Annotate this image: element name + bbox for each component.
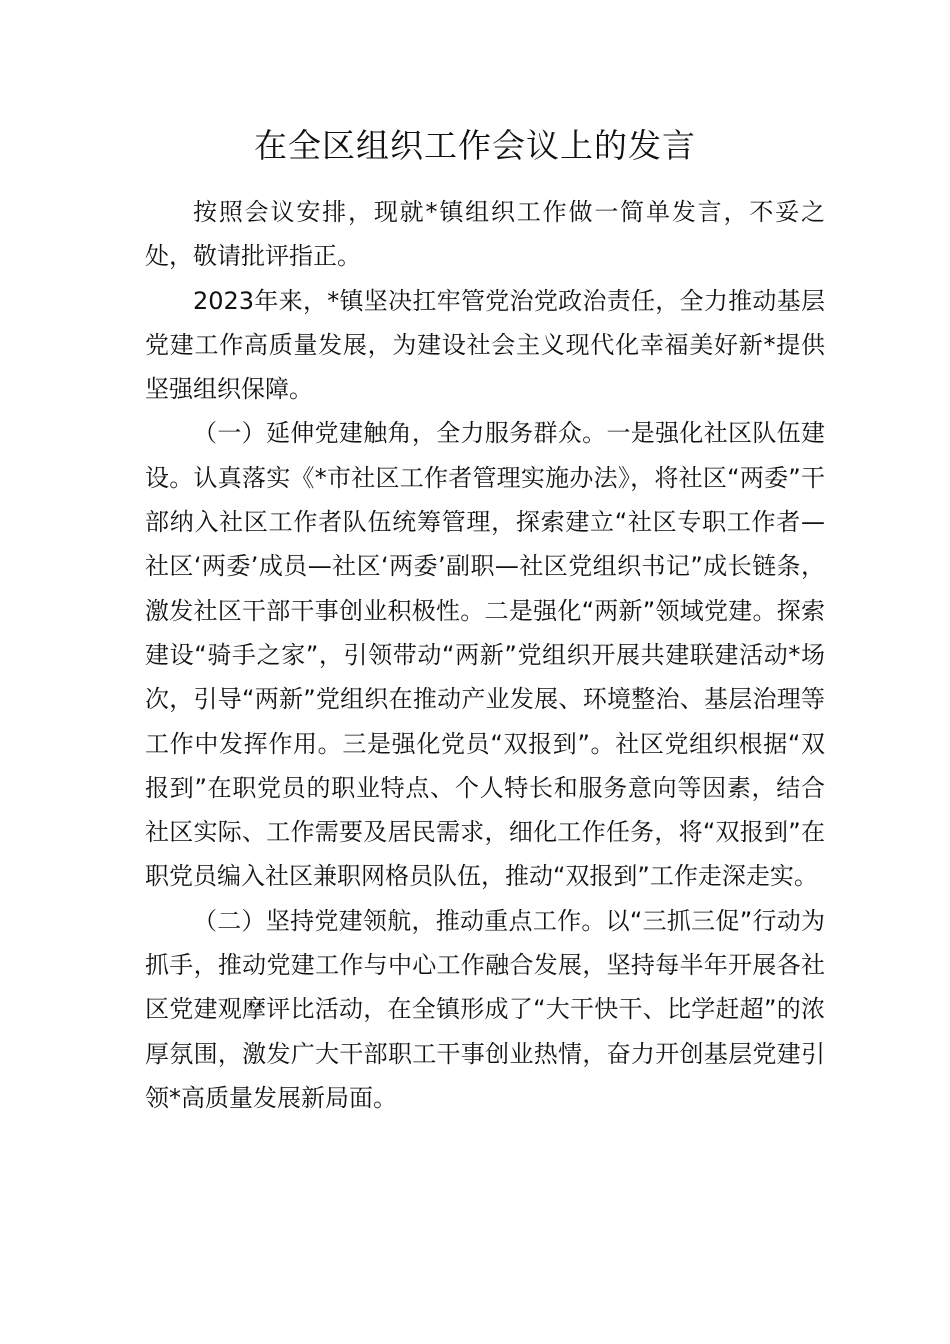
paragraph-section-1: （一）延伸党建触角，全力服务群众。一是强化社区队伍建设。认真落实《*市社区工作者管理实施办法》，将社区“两委”干部纳入社区工作者队伍统筹管理，探索建立“社区专职工作者—社区‘两委’成员—社区‘两委’副职—社区党组织书记”成长链条，激发社区干部干事创业积极性。二是强化“两新”领域党建。探索建设“骑手之家”，引领带动“两新”党组织开展共建联建活动*场次，引导“两新”党组织在推动产业发展、环境整治、基层治理等工作中发挥作用。三是强化党员“双报到”。社区党组织根据“双报到”在职党员的职业特点、个人特长和服务意向等因素，结合社区实际、工作需要及居民需求，细化工作任务，将“双报到”在职党员编入社区兼职网格员队伍，推动“双报到”工作走深走实。 (145, 419, 825, 891)
paragraph-section-2: （二）坚持党建领航，推动重点工作。以“三抓三促”行动为抓手，推动党建工作与中心工作融合发展，坚持每半年开展各社区党建观摩评比活动，在全镇形成了“大干快干、比学赶超”的浓厚氛围，激发广大干部职工干事创业热情，奋力开创基层党建引领*高质量发展新局面。 (145, 906, 825, 1112)
document-body (145, 190, 825, 1120)
document-title: 在全区组织工作会议上的发言 (254, 126, 696, 165)
paragraph-intro: 按照会议安排，现就*镇组织工作做一简单发言，不妥之处，敬请批评指正。 (145, 198, 825, 271)
paragraph-overview: 2023年来，*镇坚决扛牢管党治党政治责任，全力推动基层党建工作高质量发展，为建设社会主义现代化幸福美好新*提供坚强组织保障。 (145, 286, 825, 404)
